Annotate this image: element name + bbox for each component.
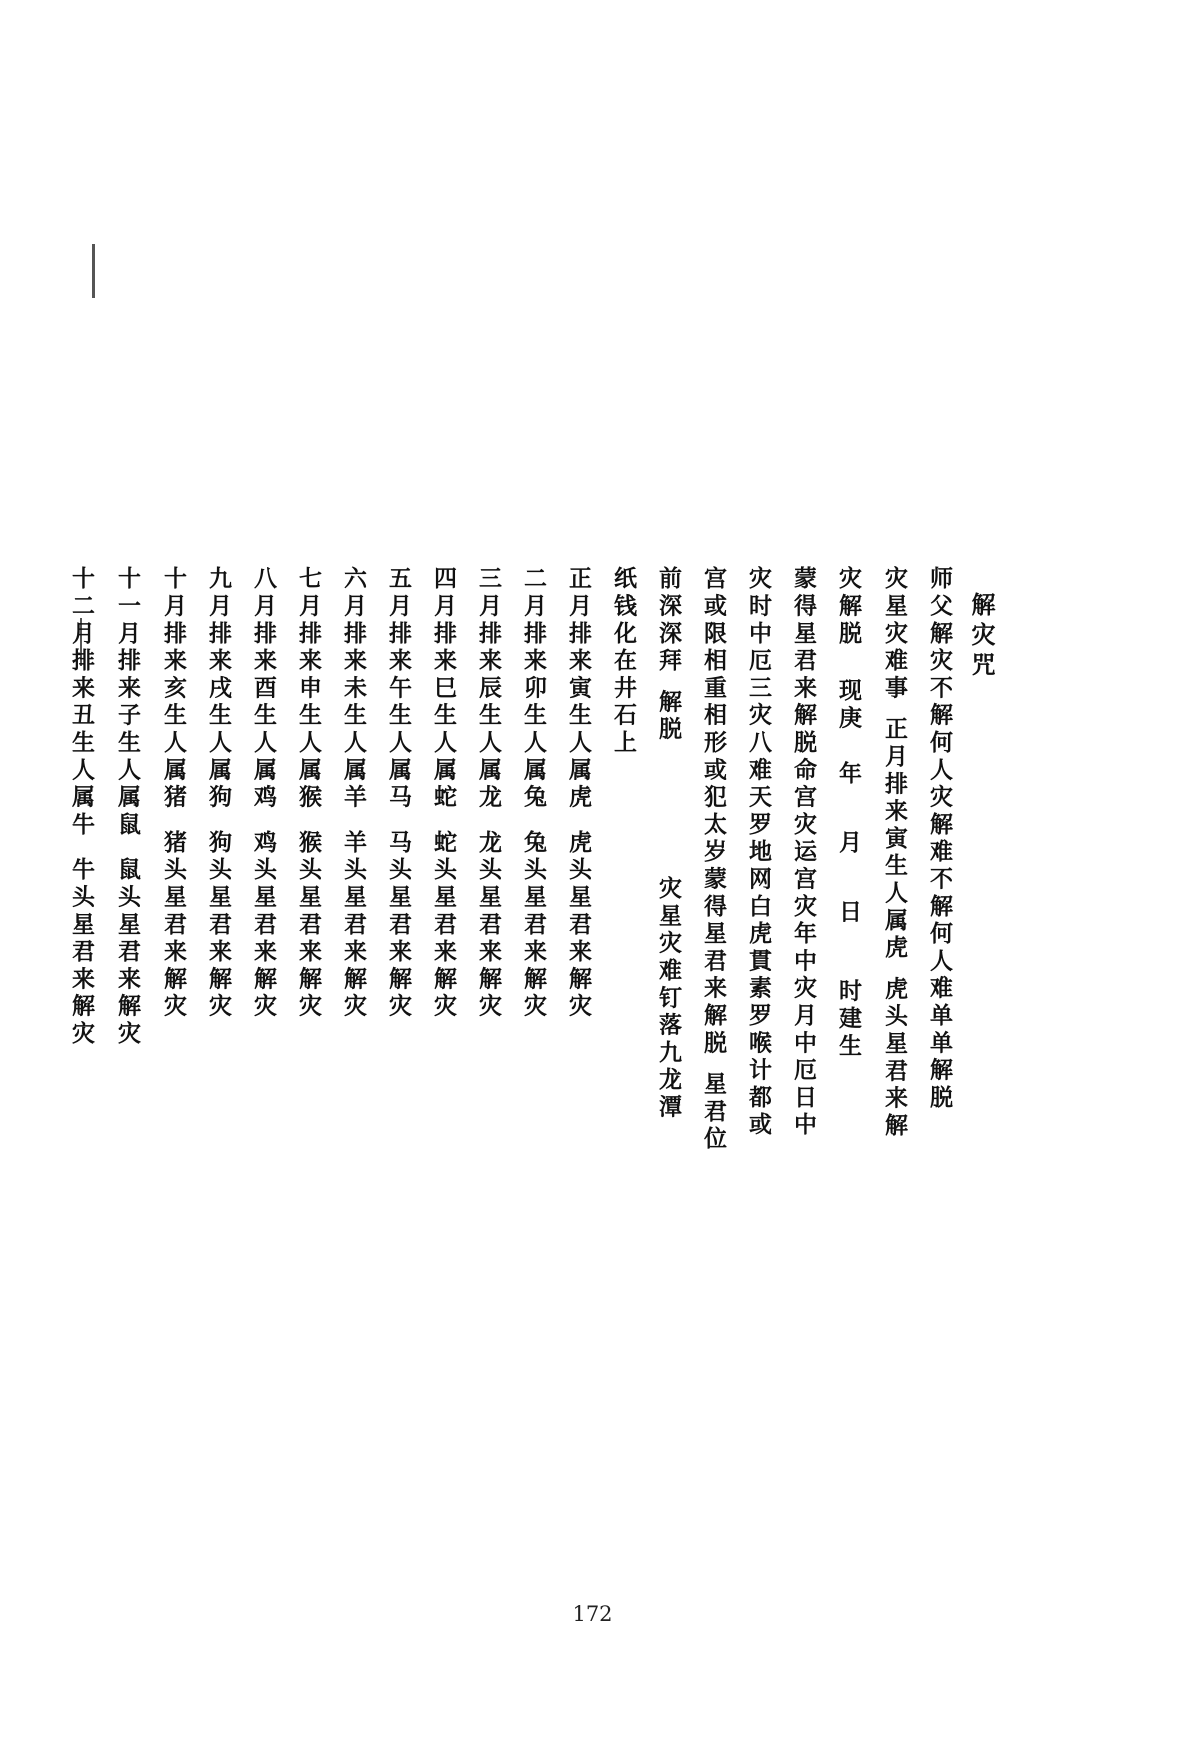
column-text: 正月排来寅生人属虎 — [881, 716, 908, 963]
column-text: 现庚 — [835, 677, 862, 733]
column-text: 狗头星君来解灾 — [205, 829, 232, 1021]
column-text: 十月排来亥生人属猪 — [160, 566, 187, 812]
text-column — [295, 566, 321, 1021]
column-text: 日 — [835, 899, 862, 927]
column-text: 九月排来戌生人属狗 — [205, 566, 232, 812]
text-column — [520, 566, 546, 1021]
text-column — [655, 566, 681, 1122]
column-text: 二月排来卯生人属兔 — [520, 566, 547, 812]
column-text: 马头星君来解灾 — [385, 829, 412, 1021]
page-number: 172 — [572, 1602, 613, 1626]
column-text: 时建生 — [835, 978, 862, 1061]
text-column — [475, 566, 501, 1021]
column-text: 前深深拜 — [655, 566, 682, 676]
column-text: 龙头星君来解灾 — [475, 829, 502, 1021]
text-column — [926, 566, 952, 1112]
column-text: 纸钱化在井石上 — [610, 566, 637, 758]
column-text: 六月排来未生人属羊 — [340, 566, 367, 812]
column-text: 虎头星君来解 — [881, 976, 908, 1141]
text-column — [745, 566, 771, 1139]
column-text: 羊头星君来解灾 — [340, 829, 367, 1021]
column-text: 猪头星君来解灾 — [160, 829, 187, 1021]
column-text: 四月排来巳生人属蛇 — [430, 566, 457, 812]
text-column — [385, 566, 411, 1021]
column-text: 解脱 — [655, 689, 682, 744]
column-text: 灾解脱 — [835, 566, 862, 648]
column-text: 十二月排来丑生人属牛 — [68, 566, 95, 839]
column-text: 兔头星君来解灾 — [520, 829, 547, 1021]
column-text: 星君位 — [700, 1071, 727, 1154]
column-text: 鸡头星君来解灾 — [250, 829, 277, 1021]
column-text: 牛头星君来解灾 — [68, 857, 95, 1049]
column-text: 虎头星君来解灾 — [565, 829, 592, 1021]
column-text: 鼠头星君来解灾 — [114, 857, 141, 1049]
column-text: 灾时中厄三灾八难天罗地网白虎貫素罗喉计都或 — [745, 566, 772, 1140]
column-text: 蒙得星君来解脱命宫灾运宫灾年中灾月中厄日中 — [790, 566, 817, 1140]
text-column — [881, 566, 907, 1140]
text-column — [565, 566, 591, 1021]
title-text: 解灾咒 — [967, 592, 996, 682]
column-text: 灾星灾难事 — [881, 566, 908, 703]
column-text: 八月排来酉生人属鸡 — [250, 566, 277, 812]
column-text: 十一月排来子生人属鼠 — [114, 566, 141, 839]
column-text: 三月排来辰生人属龙 — [475, 566, 502, 812]
column-text: 年 — [835, 760, 862, 788]
text-column — [790, 566, 816, 1139]
column-text: 猴头星君来解灾 — [295, 829, 322, 1021]
text-column — [610, 566, 636, 757]
document-title — [968, 592, 994, 682]
text-column — [205, 566, 231, 1021]
column-text: 蛇头星君来解灾 — [430, 829, 457, 1021]
column-text: 灾星灾难钉落九龙潭 — [655, 875, 682, 1122]
column-text: 五月排来午生人属马 — [385, 566, 412, 812]
text-column — [68, 566, 94, 1048]
text-column — [340, 566, 366, 1021]
scan-mark-top — [92, 244, 95, 298]
text-column — [835, 566, 861, 1060]
column-text: 月 — [835, 829, 862, 858]
column-text: 正月排来寅生人属虎 — [565, 566, 592, 812]
text-column — [700, 566, 726, 1153]
column-text: 宫或限相重相形或犯太岁蒙得星君来解脱 — [700, 566, 727, 1058]
column-text: 七月排来申生人属猴 — [295, 566, 322, 812]
column-text: 师父解灾不解何人灾解难不解何人难单单解脱 — [926, 566, 953, 1112]
text-column — [114, 566, 140, 1048]
text-column — [430, 566, 456, 1021]
text-column — [250, 566, 276, 1021]
text-column — [160, 566, 186, 1021]
